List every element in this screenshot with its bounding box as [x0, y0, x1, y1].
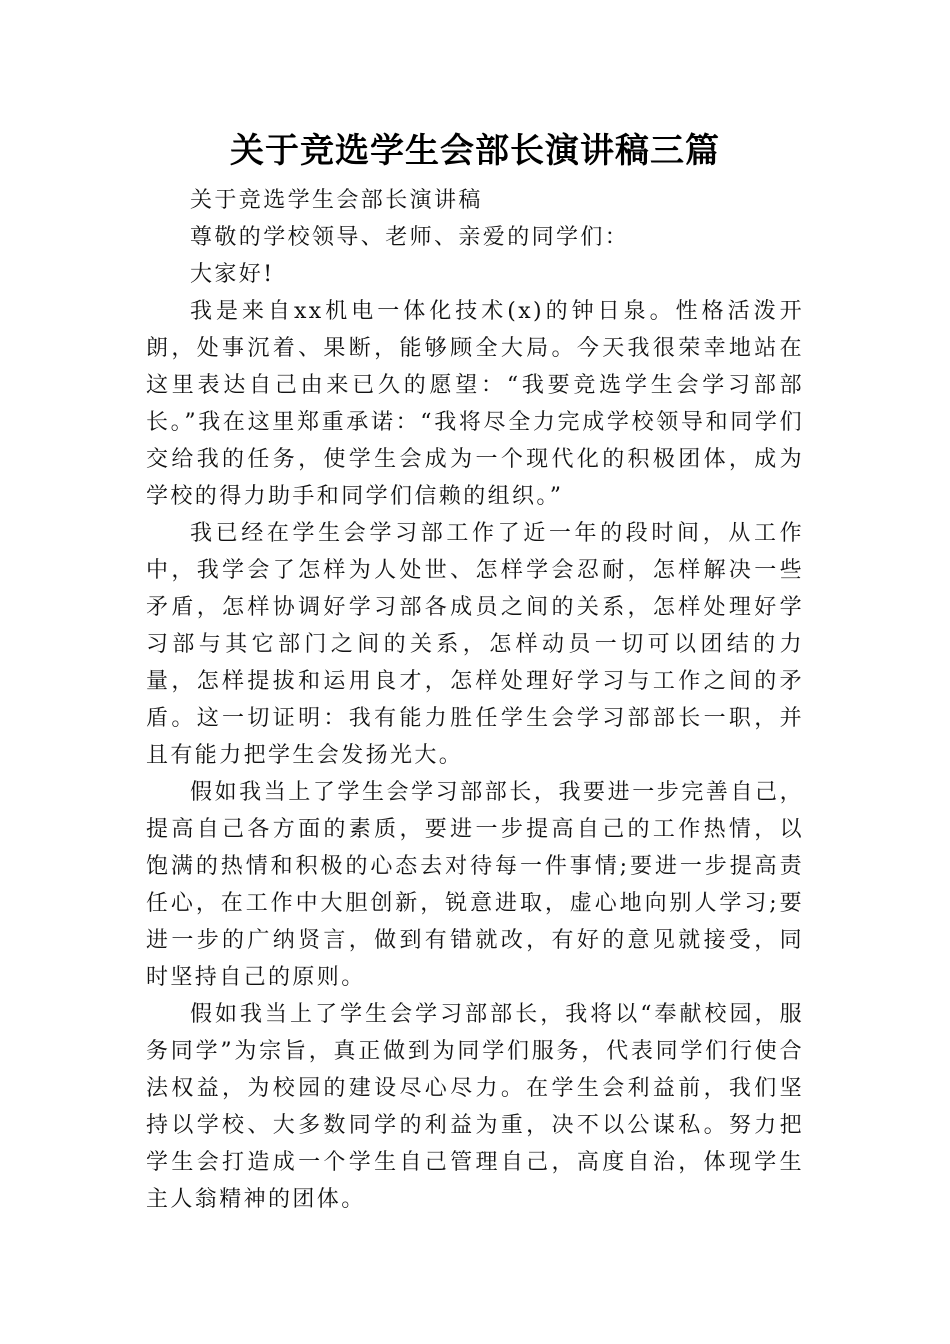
paragraph-introduction: 我是来自xx机电一体化技术(x)的钟日泉。性格活泼开朗，处事沉着、果断，能够顾全大局。今天我很荣幸地站在这里表达自己由来已久的愿望：“我要竞选学生会学习部部长。”我在这里郑重承诺：“我将尽全力完成学校领导和同学们交给我的任务，使学生会成为一个现代化的积极团体，成为学校的得力助手和同学们信赖的组织。”: [146, 299, 804, 509]
paragraph-heading: 关于竞选学生会部长演讲稿: [190, 188, 483, 213]
paragraph-plan-improvement: 假如我当上了学生会学习部部长，我要进一步完善自己，提高自己各方面的素质，要进一步提高自己的工作热情，以饱满的热情和积极的心态去对待每一件事情;要进一步提高责任心，在工作中大胆创新，锐意进取，虚心地向别人学习;要进一步的广纳贤言，做到有错就改，有好的意见就接受，同时坚持自己的原则。: [146, 780, 804, 990]
document-title: 关于竞选学生会部长演讲稿三篇: [230, 131, 720, 171]
paragraph-plan-service: 假如我当上了学生会学习部部长，我将以“奉献校园，服务同学”为宗旨，真正做到为同学们服务，代表同学们行使合法权益，为校园的建设尽心尽力。在学生会利益前，我们坚持以学校、大多数同学的利益为重，决不以公谋私。努力把学生会打造成一个学生自己管理自己，高度自治，体现学生主人翁精神的团体。: [146, 1002, 804, 1212]
paragraph-experience: 我已经在学生会学习部工作了近一年的段时间，从工作中，我学会了怎样为人处世、怎样学会忍耐，怎样解决一些矛盾，怎样协调好学习部各成员之间的关系，怎样处理好学习部与其它部门之间的关系，怎样动员一切可以团结的力量，怎样提拔和运用良才，怎样处理好学习与工作之间的矛盾。这一切证明：我有能力胜任学生会学习部部长一职，并且有能力把学生会发扬光大。: [146, 521, 804, 768]
paragraph-greeting: 大家好!: [190, 262, 275, 287]
paragraph-salutation: 尊敬的学校领导、老师、亲爱的同学们：: [190, 225, 630, 250]
document-body: [146, 182, 804, 1218]
